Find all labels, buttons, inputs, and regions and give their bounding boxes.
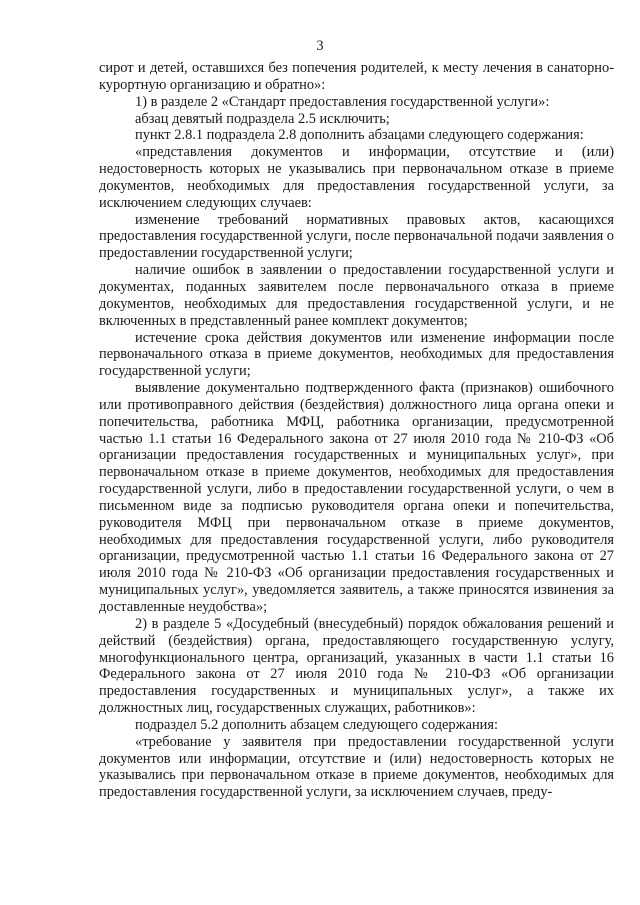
document-body <box>99 60 614 801</box>
paragraph: наличие ошибок в заявлении о предоставлении государственной услуги и документах, поданных заявителем после первоначального отказа в приеме документов, необходимых для предоставления государственной услуги, и не включенных в представленный ранее комплект документов; <box>99 262 614 329</box>
paragraph: истечение срока действия документов или изменение информации после первоначального отказа в приеме документов, необходимых для предоставления государственной услуги; <box>99 329 614 380</box>
paragraph: «представления документов и информации, отсутствие и (или) недостоверность которых не указывались при первоначальном отказе в приеме документов, необходимых для предоставления государственной услуги, за исключением следующих случаев: <box>99 144 614 211</box>
paragraph: подраздел 5.2 дополнить абзацем следующего содержания: <box>135 716 498 733</box>
page-number: 3 <box>316 38 324 54</box>
paragraph: пункт 2.8.1 подраздела 2.8 дополнить абзацами следующего содержания: <box>135 127 584 144</box>
paragraph: выявление документально подтвержденного факта (признаков) ошибочного или противоправного действия (бездействия) должностного лица органа опеки и попечительства, работника МФЦ, работника организации, предусмотренной частью 1.1 статьи 16 Федерального закона от 27 июля 2010 года № 210-ФЗ «Об организации предоставления государственных и муниципальных услуг», при первоначальном отказе в приеме документов, необходимых для предоставления государственной услуги, либо в предоставлении государственной услуги, о чем в письменном виде за подписью руководителя органа опеки и попечительства, руководителя МФЦ при первоначальном отказе в приеме документов, необходимых для предоставления государственной услуги, либо руководителя организации, предусмотренной частью 1.1 статьи 16 Федерального закона от 27 июля 2010 года № 210-ФЗ «Об организации предоставления государственных и муниципальных услуг», уведомляется заявитель, а также приносятся извинения за доставленные неудобства»; <box>99 380 614 615</box>
paragraph: изменение требований нормативных правовых актов, касающихся предоставления государственной услуги, после первоначальной подачи заявления о предоставлении государственной услуги; <box>99 211 614 262</box>
paragraph: абзац девятый подраздела 2.5 исключить; <box>135 110 390 127</box>
paragraph: «требование у заявителя при предоставлении государственной услуги документов или информации, отсутствие и (или) недостоверность которых не указывались при первоначальном отказе в приеме документов, необходимых для предоставления государственной услуги, за исключением случаев, преду- <box>99 733 614 801</box>
paragraph: 1) в разделе 2 «Стандарт предоставления государственной услуги»: <box>135 93 550 110</box>
paragraph: 2) в разделе 5 «Досудебный (внесудебный) порядок обжалования решений и действий (бездействия) органа, предоставляющего государственную услугу, многофункционального центра, организаций, указанных в части 1.1 статьи 16 Федерального закона от 27 июля 2010 года № 210-ФЗ «Об организации предоставления государственных и муниципальных услуг», а также их должностных лиц, государственных служащих, работников»: <box>99 615 614 717</box>
paragraph: сирот и детей, оставшихся без попечения родителей, к месту лечения в санаторно-курортную организацию и обратно»: <box>99 60 614 93</box>
